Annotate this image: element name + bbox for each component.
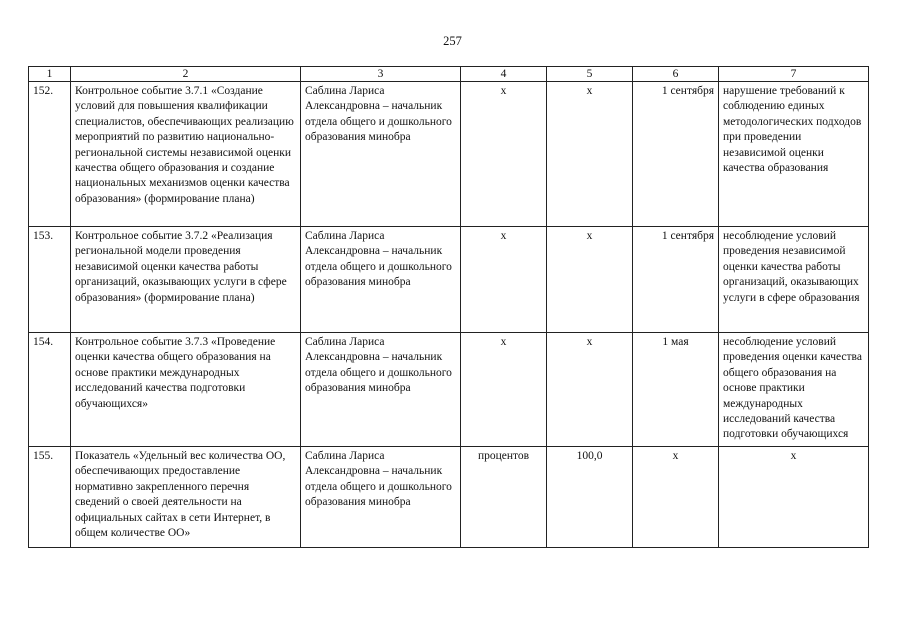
value-cell: х [547,333,633,447]
value-cell: х [547,227,633,333]
event-cell: Контрольное событие 3.7.2 «Реализация региональной модели проведения независимой оценки качества работы организаций, оказывающих услуги в сфере образования» (формирование плана) [71,227,301,333]
unit-cell: х [461,82,547,227]
risk-cell: нарушение требований к соблюдению единых методологических подходов при проведении независимой оценки качества образования [719,82,869,227]
column-header: 5 [547,67,633,82]
responsible-cell: Саблина Лариса Александровна – начальник отдела общего и дошкольного образования минобра [301,447,461,548]
table-row [29,82,869,227]
date-cell: х [633,447,719,548]
event-cell: Показатель «Удельный вес количества ОО, обеспечивающих предоставление нормативно закрепленного перечня сведений о своей деятельности на официальных сайтах в сети Интернет, в общем количестве ОО» [71,447,301,548]
responsible-cell: Саблина Лариса Александровна – начальник отдела общего и дошкольного образования минобра [301,82,461,227]
unit-cell: процентов [461,447,547,548]
table-row [29,227,869,333]
event-cell: Контрольное событие 3.7.3 «Проведение оценки качества общего образования на основе практики международных исследований качества подготовки обучающихся» [71,333,301,447]
table-row [29,447,869,548]
date-cell: 1 сентября [633,227,719,333]
date-cell: 1 сентября [633,82,719,227]
column-header: 7 [719,67,869,82]
row-number: 153. [29,227,71,333]
row-number: 154. [29,333,71,447]
row-number: 152. [29,82,71,227]
responsible-cell: Саблина Лариса Александровна – начальник отдела общего и дошкольного образования минобра [301,333,461,447]
value-cell: 100,0 [547,447,633,548]
column-header: 6 [633,67,719,82]
plan-table [28,66,869,548]
responsible-cell: Саблина Лариса Александровна – начальник отдела общего и дошкольного образования минобра [301,227,461,333]
column-header: 1 [29,67,71,82]
value-cell: х [547,82,633,227]
page-number: 257 [443,34,462,48]
risk-cell: несоблюдение условий проведения независимой оценки качества работы организаций, оказывающих услуги в сфере образования [719,227,869,333]
table-row [29,333,869,447]
event-cell: Контрольное событие 3.7.1 «Создание условий для повышения квалификации специалистов, обеспечивающих реализацию мероприятий по развитию национально-региональной системы независимой оценки качества общего образования и создание национальных механизмов оценки качества образования» (формирование плана) [71,82,301,227]
risk-cell: х [719,447,869,548]
risk-cell: несоблюдение условий проведения оценки качества общего образования на основе практики международных исследований качества подготовки обучающихся [719,333,869,447]
table-header-row [29,67,869,82]
unit-cell: х [461,333,547,447]
row-number: 155. [29,447,71,548]
column-header: 3 [301,67,461,82]
date-cell: 1 мая [633,333,719,447]
unit-cell: х [461,227,547,333]
column-header: 4 [461,67,547,82]
column-header: 2 [71,67,301,82]
